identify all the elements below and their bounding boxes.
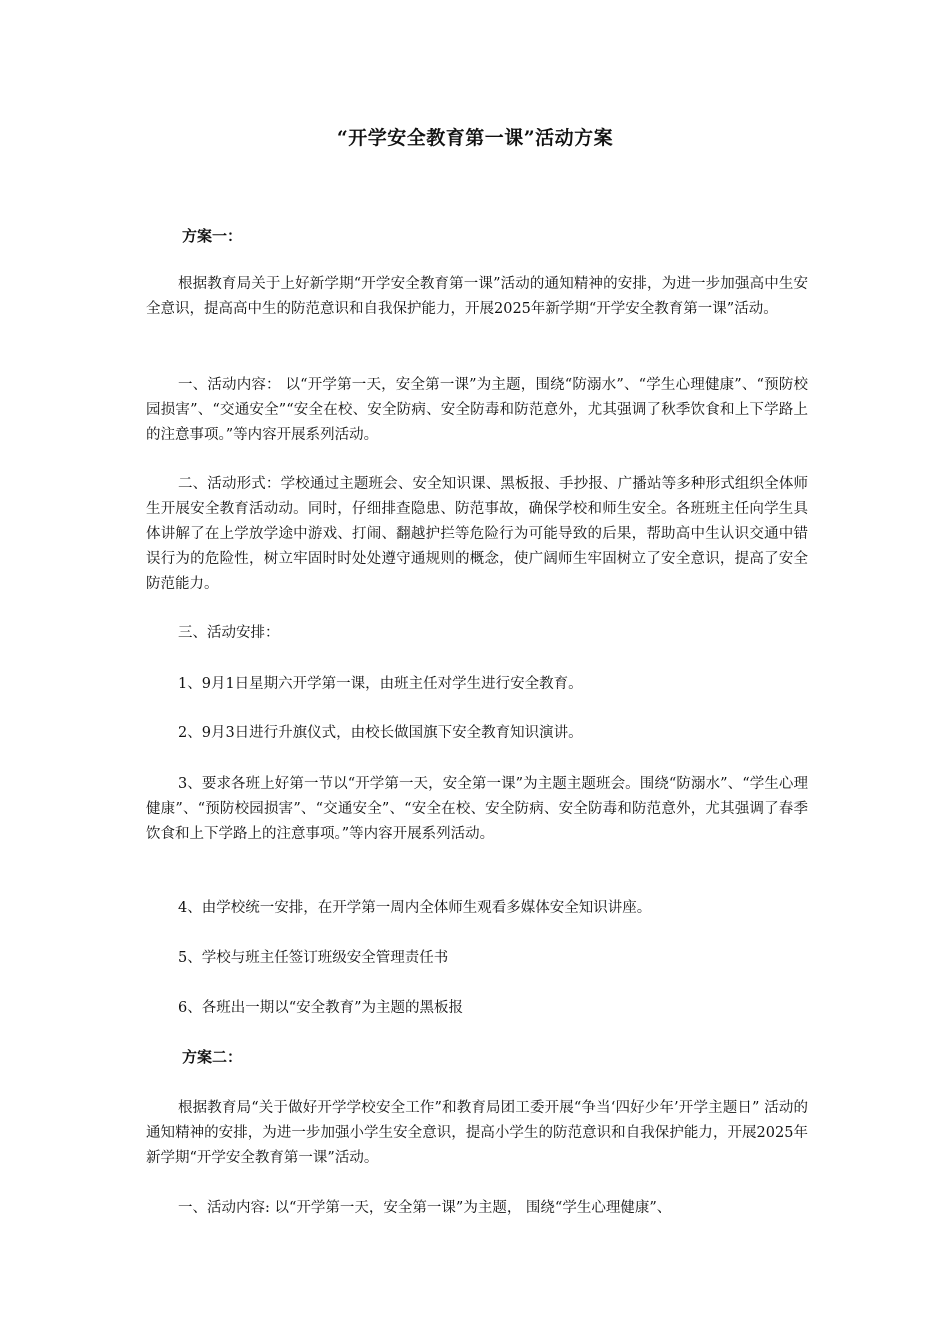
plan-one-arrangement-item-1: 1、9月1日星期六开学第一课，由班主任对学生进行安全教育。: [178, 676, 583, 692]
plan-one-activity-form-paragraph: 二、活动形式：学校通过主题班会、安全知识课、黑板报、手抄报、广播站等多种形式组织全体师生开展安全教育活动动。同时，仔细排查隐患、防范事故，确保学校和师生安全。各班班主任向学生具体讲解了在上学放学途中游戏、打闹、翻越护拦等危险行为可能导致的后果，帮助高中生认识交通中错误行为的危险性，树立牢固时时处处遵守通规则的概念，使广阔师生牢固树立了安全意识，提高了安全防范能力。: [146, 476, 808, 592]
plan-one-activity-content-paragraph: 一、活动内容： 以“开学第一天，安全第一课”为主题，围绕“防溺水”、“学生心理健康”、“预防校园损害”、“交通安全”“安全在校、安全防病、安全防毒和防范意外，尤其强调了秋季饮食和上下学路上的注意事项。”等内容开展系列活动。: [146, 377, 808, 443]
plan-two-intro-paragraph: 根据教育局“关于做好开学学校安全工作”和教育局团工委开展“争当‘四好少年’开学主题日” 活动的通知精神的安排，为进一步加强小学生安全意识，提高小学生的防范意识和自我保护能力，开展2025年新学期“开学安全教育第一课”活动。: [146, 1100, 808, 1166]
plan-two-activity-content-paragraph: 一、活动内容: 以“开学第一天，安全第一课”为主题， 围绕“学生心理健康”、: [178, 1200, 672, 1216]
plan-one-arrangement-item-3: 3、要求各班上好第一节以“开学第一天，安全第一课”为主题主题班会。围绕“防溺水”、“学生心理健康”、“预防校园损害”、“交通安全”、“安全在校、安全防病、安全防毒和防范意外，尤其强调了春季饮食和上下学路上的注意事项。”等内容开展系列活动。: [146, 776, 808, 842]
plan-two-heading: 方案二：: [182, 1048, 243, 1066]
plan-one-arrangement-item-2: 2、9月3日进行升旗仪式，由校长做国旗下安全教育知识演讲。: [178, 725, 583, 741]
plan-one-arrangement-item-5: 5、学校与班主任签订班级安全管理责任书: [178, 950, 449, 966]
plan-one-heading: 方案一：: [182, 227, 243, 245]
plan-one-arrangement-item-4: 4、由学校统一安排，在开学第一周内全体师生观看多媒体安全知识讲座。: [178, 900, 652, 916]
document-title: “开学安全教育第一课”活动方案: [336, 127, 614, 149]
plan-one-arrangement-heading: 三、活动安排：: [178, 625, 280, 641]
plan-one-arrangement-item-6: 6、各班出一期以“安全教育”为主题的黑板报: [178, 1000, 464, 1016]
plan-one-intro-paragraph: 根据教育局关于上好新学期“开学安全教育第一课”活动的通知精神的安排，为进一步加强高中生安全意识，提高高中生的防范意识和自我保护能力，开展2025年新学期“开学安全教育第一课”活动。: [146, 276, 808, 317]
